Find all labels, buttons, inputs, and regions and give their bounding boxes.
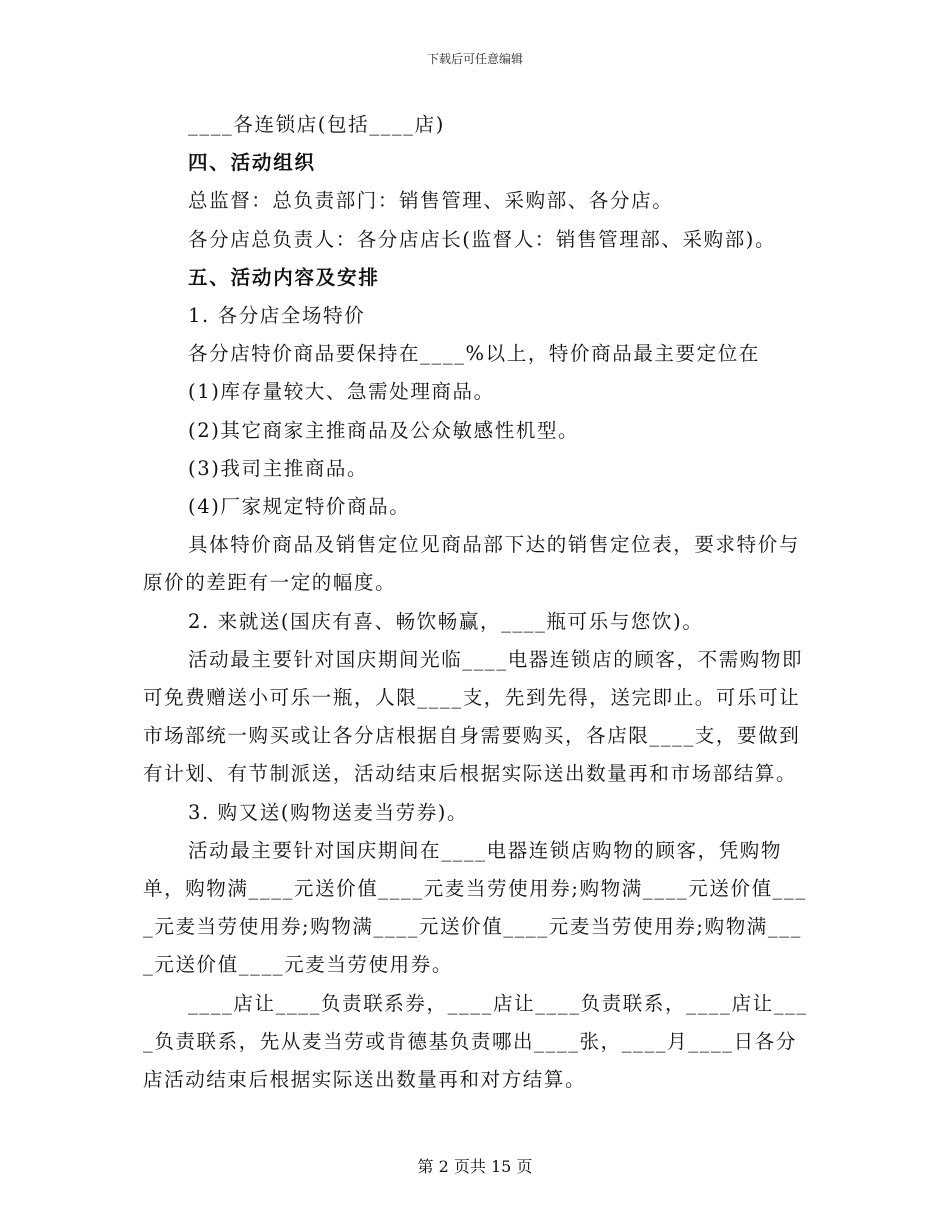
item-2-title: 2. 来就送(国庆有喜、畅饮畅赢，____瓶可乐与您饮)。 — [188, 609, 704, 633]
paragraph-store-contacts: ____店让____负责联系券，____店让____负责联系，____店让____负责联系，先从麦当劳或肯德基负责哪出____张，____月____日各分店活动结束后根据实际送出数量再和对方结算。 — [143, 991, 808, 1092]
paragraph-special-price: 各分店特价商品要保持在____%以上，特价商品最主要定位在 — [188, 342, 760, 366]
paragraph-supervisor: 总监督：总负责部门：销售管理、采购部、各分店。 — [188, 189, 674, 213]
paragraph-free-cola: 活动最主要针对国庆期间光临____电器连锁店的顾客，不需购物即可免费赠送小可乐一瓶，人限____支，先到先得，送完即止。可乐可让市场部统一购买或让各分店根据自身需要购买，各店限____支，要做到有计划、有节制派送，活动结束后根据实际送出数量再和市场部结算。 — [143, 647, 804, 786]
list-item-4: (4)厂家规定特价商品。 — [188, 495, 411, 519]
heading-content-arrangement: 五、活动内容及安排 — [188, 265, 380, 289]
document-body — [143, 106, 810, 1099]
paragraph-chain-stores: ____各连锁店(包括____店) — [188, 113, 445, 136]
item-3-title: 3. 购又送(购物送麦当劳券)。 — [188, 800, 469, 824]
page-footer: 第 2 页共 15 页 — [417, 1157, 533, 1176]
list-item-1: (1)库存量较大、急需处理商品。 — [188, 380, 495, 404]
paragraph-branch-leaders: 各分店总负责人：各分店店长(监督人：销售管理部、采购部)。 — [188, 227, 777, 251]
paragraph-price-positioning: 具体特价商品及销售定位见商品部下达的销售定位表，要求特价与原价的差距有一定的幅度。 — [143, 533, 800, 595]
page-header: 下载后可任意编辑 — [426, 52, 523, 66]
heading-organization: 四、活动组织 — [188, 151, 316, 175]
paragraph-mcdonalds-voucher: 活动最主要针对国庆期间在____电器连锁店购物的顾客，凭购物单，购物满____元送价值____元麦当劳使用券;购物满____元送价值____元麦当劳使用券;购物满____元送价值____元麦当劳使用券;购物满____元送价值____元麦当劳使用券。 — [143, 838, 807, 977]
list-item-3: (3)我司主推商品。 — [188, 456, 369, 480]
list-item-2: (2)其它商家主推商品及公众敏感性机型。 — [188, 418, 580, 442]
item-1-title: 1. 各分店全场特价 — [188, 304, 366, 328]
